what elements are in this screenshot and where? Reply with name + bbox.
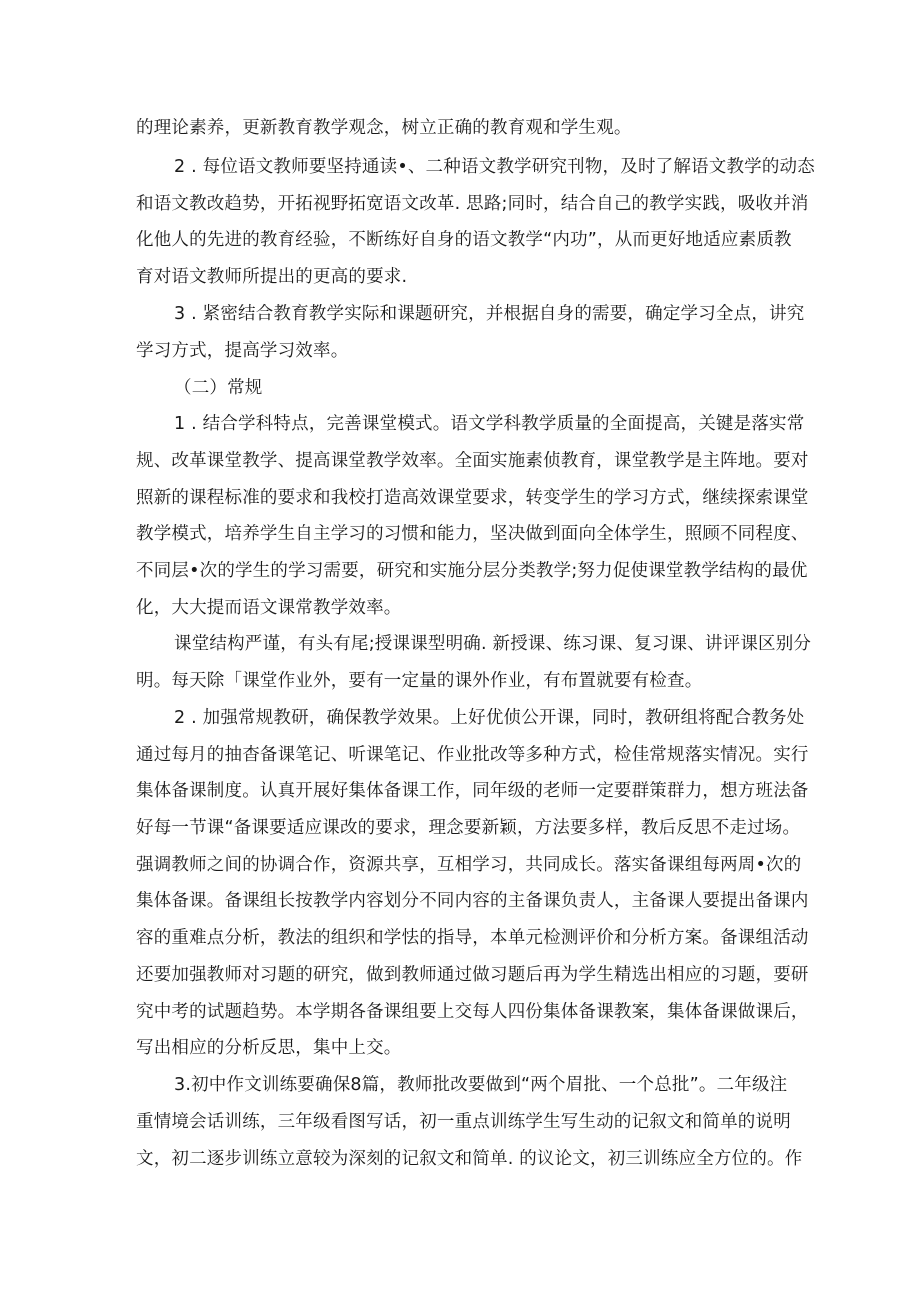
text-line: 化，大大提而语文课常教学效率。 [136, 598, 402, 618]
text-line: 教学模式，培养学生自主学习的习惯和能力，坚决做到面向全体学生，照顾不同程度、 [136, 524, 809, 544]
text-line: 规、改革课堂教学、提高课堂教学效率。全面实施素侦教育，课堂教学是主阵地。要对 [136, 451, 809, 471]
text-line: 明。每天除「课堂作业外，要有一定量的课外作业，有布置就要有检查。 [136, 671, 703, 691]
text-line: 3.初中作文训练要确保8篇，教师批改要做到“两个眉批、一个总批”。二年级注 [174, 1075, 788, 1095]
text-line: 课堂结构严谨，有头有尾;授课课型明确. 新授课、练习课、复习课、讲评课区别分 [174, 634, 812, 654]
text-line: 学习方式，提高学习效率。 [136, 341, 349, 361]
text-line: 重情境会话训练，三年级看图写话，初一重点训练学生写生动的记叙文和简单的说明 [136, 1112, 791, 1132]
text-line: 化他人的先进的教育经验，不断练好自身的语文教学“内功”，从而更好地适应素质教 [136, 230, 792, 250]
text-line: 容的重难点分析，教法的组织和学怯的指导，本单元检测评价和分析方案。备课组活动 [136, 928, 809, 948]
text-line: 强调教师之间的协调合作，资源共享，互相学习，共同成长。落实备课组每两周•次的 [136, 855, 802, 875]
text-line: 究中考的试题趋势。本学期各备课组要上交每人四份集体备课教案，集体备课做课后， [136, 1002, 809, 1022]
text-line: 不同层•次的学生的学习需要，研究和实施分层分类教学;努力促使课堂教学结构的最优 [136, 561, 808, 581]
section-heading: （二）常规 [174, 378, 263, 398]
text-line: 2 . 加强常规教研，确保教学效果。上好优侦公开课，同时，教研组将配合教务处 [174, 708, 805, 728]
text-line: 和语文教改趋势，开拓视野拓宽语文改革. 思路;同时，结合自己的教学实践，吸收并消 [136, 194, 809, 214]
text-line: 3 . 紧密结合教育教学实际和课题研究，并根据自身的需要，确定学习全点，讲究 [174, 304, 805, 324]
text-line: 照新的课程标准的要求和我校打造高效课堂要求，转变学生的学习方式，继续探索课堂 [136, 488, 809, 508]
text-line: 还要加强教师对习题的研究，做到教师通过做习题后再为学生精选出相应的习题，要研 [136, 965, 809, 985]
text-line: 育对语文教师所提出的更高的要求. [136, 267, 408, 287]
text-line: 2 . 每位语文教师要坚持通读•、二种语文教学研究刊物，及时了解语文教学的动态 [174, 157, 815, 177]
text-line: 通过每月的抽杳备课笔记、听课笔记、作业批改等多种方式，检佳常规落实情况。实行 [136, 745, 809, 765]
text-line: 集体备课。备课组长按教学内容划分不同内容的主备课负责人，主备课人要提出备课内 [136, 891, 809, 911]
text-line: 1 . 结合学科特点，完善课堂模式。语文学科教学质量的全面提高，关键是落实常 [174, 414, 805, 434]
text-line: 集体备课制度。认真开展好集体备课工作，同年级的老师一定要群策群力，想方班法备 [136, 781, 809, 801]
text-line: 的理论素养，更新教育教学观念，树立正确的教育观和学生观。 [136, 118, 632, 138]
text-line: 文，初二逐步训练立意较为深刻的记叙文和简单. 的议论文，初三训练应全方位的。作 [136, 1149, 803, 1169]
text-line: 写出相应的分析反思，集中上交。 [136, 1038, 402, 1058]
text-line: 好每一节课“备课要适应课改的要求，理念要新颖，方法要多样，教后反思不走过场。 [136, 818, 801, 838]
